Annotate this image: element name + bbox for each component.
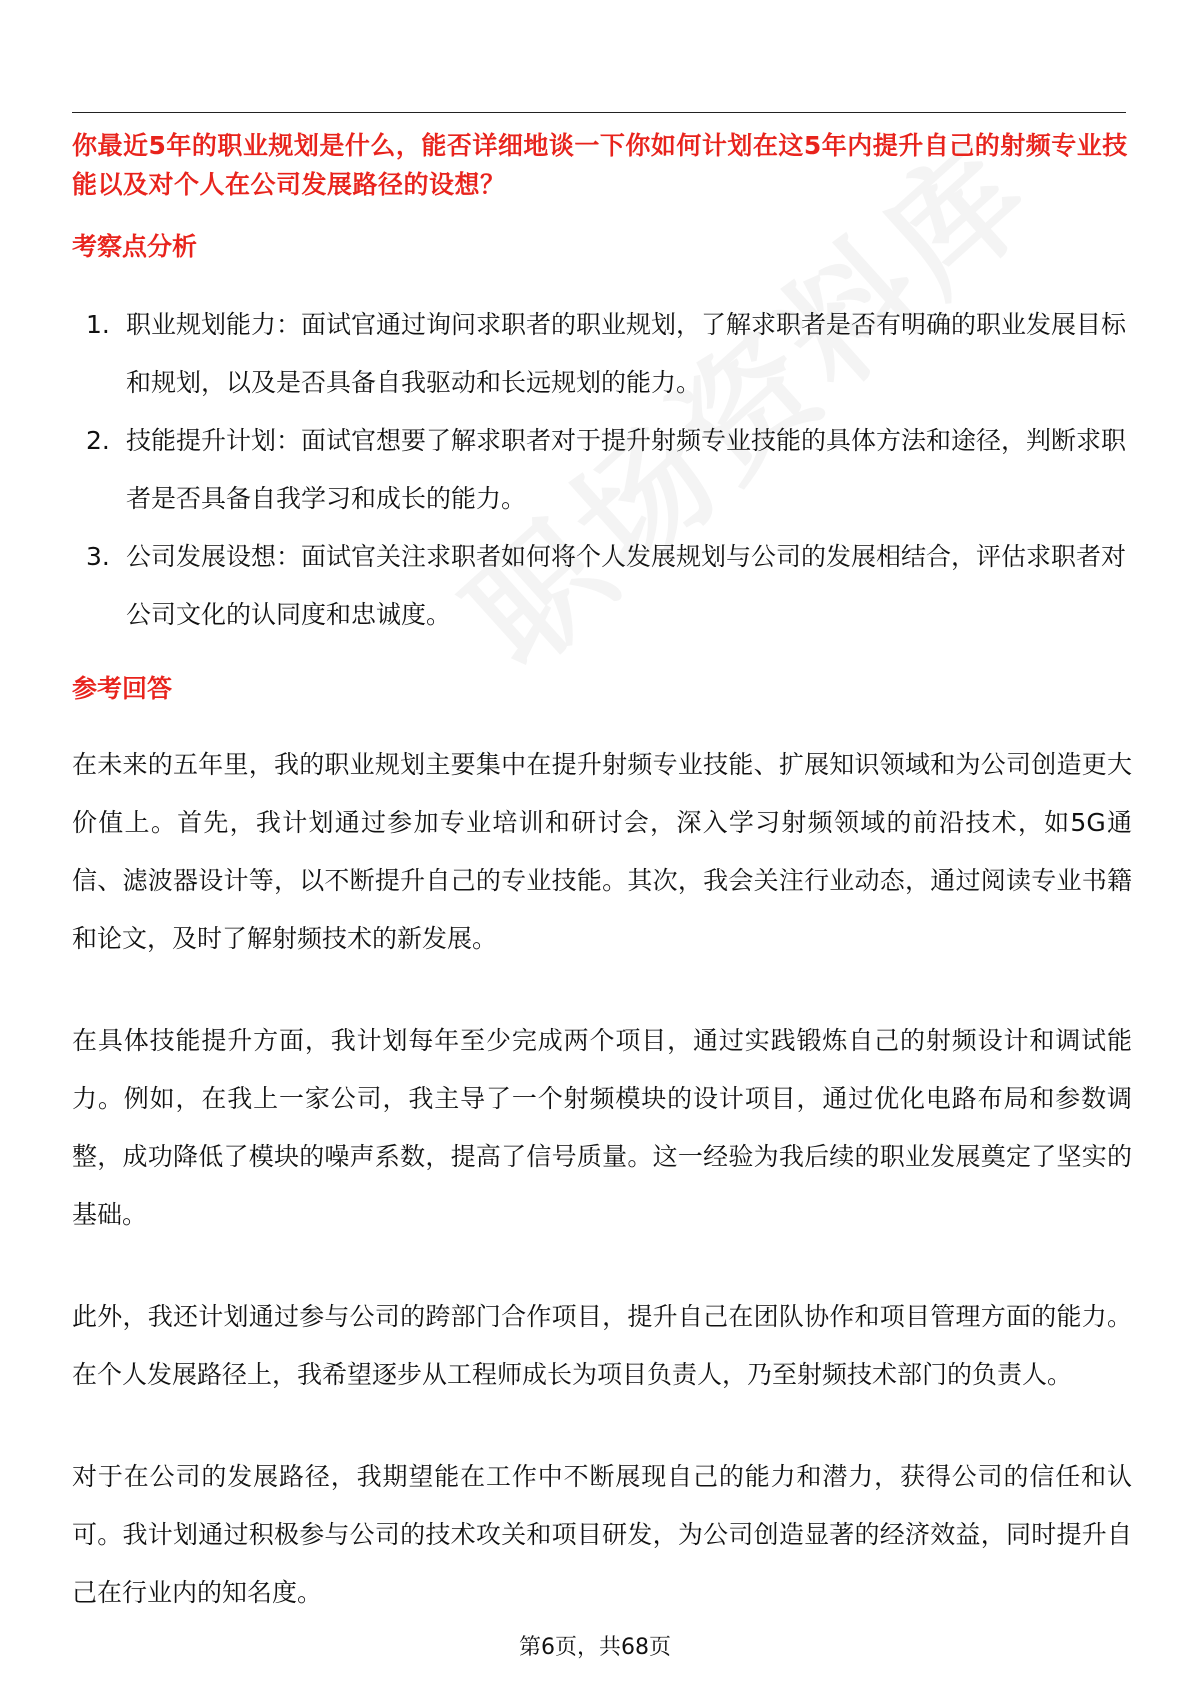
list-item-number: 1. [86, 310, 110, 339]
analysis-section-title: 考察点分析 [72, 232, 198, 261]
answer-paragraph: 在未来的五年里，我的职业规划主要集中在提升射频专业技能、扩展知识领域和为公司创造更大价值上。首先，我计划通过参加专业培训和研讨会，深入学习射频领域的前沿技术，如5G通信、滤波器设计等，以不断提升自己的专业技能。其次，我会关注行业动态，通过阅读专业书籍和论文，及时了解射频技术的新发展。 [72, 750, 1132, 953]
list-item-number: 3. [86, 542, 110, 571]
answer-paragraph: 在具体技能提升方面，我计划每年至少完成两个项目，通过实践锻炼自己的射频设计和调试能力。例如，在我上一家公司，我主导了一个射频模块的设计项目，通过优化电路布局和参数调整，成功降低了模块的噪声系数，提高了信号质量。这一经验为我后续的职业发展奠定了坚实的基础。 [72, 1026, 1132, 1229]
answer-paragraph: 此外，我还计划通过参与公司的跨部门合作项目，提升自己在团队协作和项目管理方面的能力。在个人发展路径上，我希望逐步从工程师成长为项目负责人，乃至射频技术部门的负责人。 [72, 1302, 1132, 1389]
answer-paragraph: 对于在公司的发展路径，我期望能在工作中不断展现自己的能力和潜力，获得公司的信任和认可。我计划通过积极参与公司的技术攻关和项目研发，为公司创造显著的经济效益，同时提升自己在行业内的知名度。 [72, 1462, 1132, 1607]
analysis-list [72, 296, 1132, 644]
list-item-text: 公司发展设想：面试官关注求职者如何将个人发展规划与公司的发展相结合，评估求职者对公司文化的认同度和忠诚度。 [126, 542, 1127, 629]
list-item-number: 2. [86, 426, 110, 455]
list-item [72, 296, 1132, 412]
list-item-text: 技能提升计划：面试官想要了解求职者对于提升射频专业技能的具体方法和途径，判断求职者是否具备自我学习和成长的能力。 [126, 426, 1127, 513]
list-item-text: 职业规划能力：面试官通过询问求职者的职业规划，了解求职者是否有明确的职业发展目标和规划，以及是否具备自我驱动和长远规划的能力。 [126, 310, 1127, 397]
list-item [72, 412, 1132, 528]
page-number: 第6页，共68页 [519, 1635, 671, 1660]
top-divider [72, 112, 1126, 113]
list-item [72, 528, 1132, 644]
answer-section-title: 参考回答 [72, 674, 173, 703]
answer-body [72, 736, 1132, 1666]
question-heading: 你最近5年的职业规划是什么，能否详细地谈一下你如何计划在这5年内提升自己的射频专业技能以及对个人在公司发展路径的设想？ [72, 131, 1128, 199]
